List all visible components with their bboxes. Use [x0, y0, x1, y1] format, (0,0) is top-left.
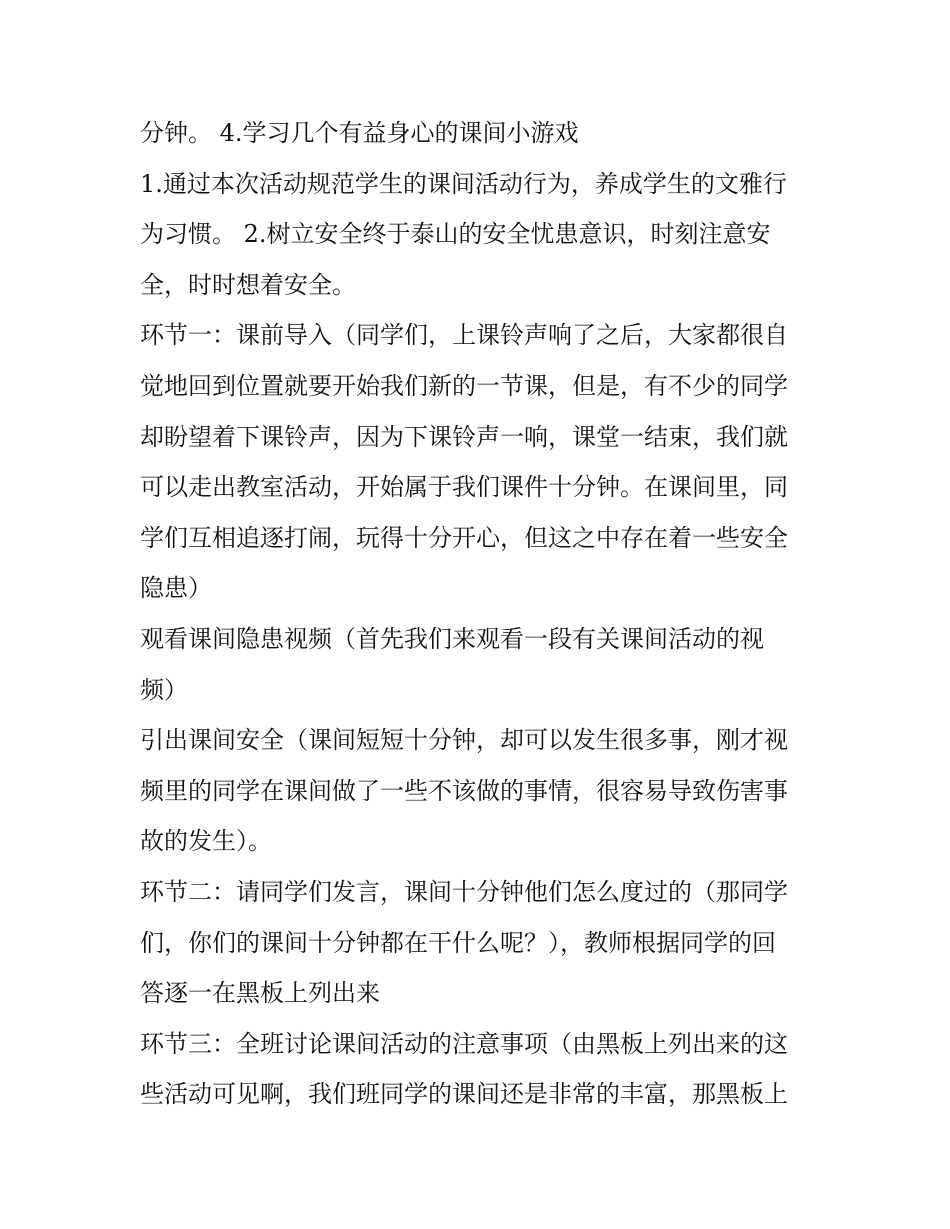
text-line: 觉地回到位置就要开始我们新的一节课，但是，有不少的同学 — [140, 371, 788, 400]
text-line: 引出课间安全（课间短短十分钟，却可以发生很多事，刚才视 — [140, 726, 788, 755]
text-line: 为习惯。 2.树立安全终于泰山的安全忧患意识，时刻注意安 — [140, 220, 771, 249]
text-line: 可以走出教室活动，开始属于我们课件十分钟。在课间里，同 — [140, 473, 788, 502]
text-line: 环节二：请同学们发言，课间十分钟他们怎么度过的（那同学 — [140, 877, 788, 906]
text-line: 学们互相追逐打闹，玩得十分开心，但这之中存在着一些安全 — [140, 523, 788, 552]
text-line: 观看课间隐患视频（首先我们来观看一段有关课间活动的视 — [140, 624, 764, 653]
text-line: 们，你们的课间十分钟都在干什么呢？），教师根据同学的回 — [140, 928, 776, 957]
text-line: 些活动可见啊，我们班同学的课间还是非常的丰富，那黑板上 — [140, 1080, 788, 1109]
text-line: 环节三：全班讨论课间活动的注意事项（由黑板上列出来的这 — [140, 1029, 788, 1058]
text-line: 环节一：课前导入（同学们，上课铃声响了之后，大家都很自 — [140, 321, 788, 350]
text-line: 答逐一在黑板上列出来 — [140, 979, 380, 1008]
text-line: 全，时时想着安全。 — [140, 270, 356, 299]
body-text — [140, 108, 830, 1120]
text-line: 却盼望着下课铃声，因为下课铃声一响，课堂一结束，我们就 — [140, 422, 788, 451]
text-line: 故的发生）。 — [140, 827, 272, 856]
text-line: 1.通过本次活动规范学生的课间活动行为，养成学生的文雅行 — [140, 169, 787, 198]
text-line: 频里的同学在课间做了一些不该做的事情，很容易导致伤害事 — [140, 776, 788, 805]
text-line: 隐患） — [140, 574, 212, 603]
text-line: 分钟。 4.学习几个有益身心的课间小游戏 — [140, 119, 579, 147]
text-line: 频） — [140, 675, 188, 704]
